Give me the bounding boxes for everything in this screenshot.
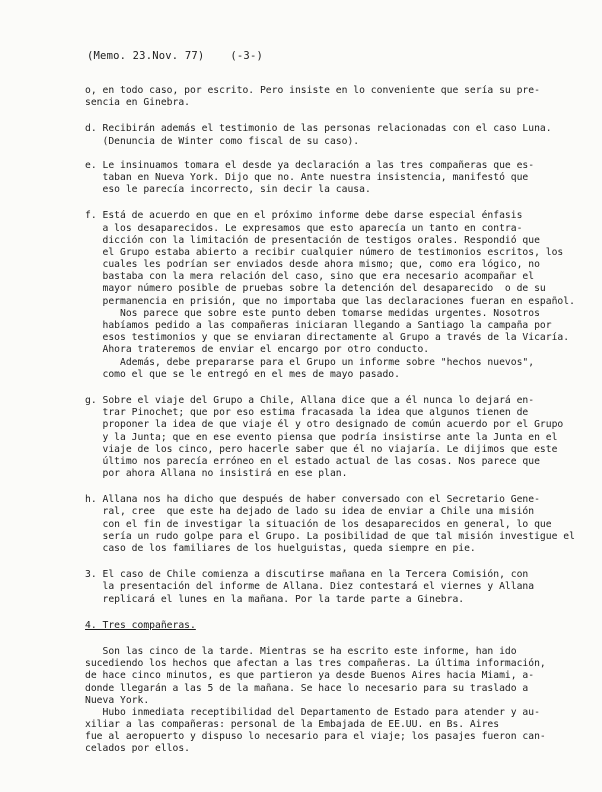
text-line: último nos parecía erróneo en el estado actual de las cosas. Nos parece que (85, 455, 540, 467)
text-line: sucediendo los hechos que afectan a las tres compañeras. La última información, (85, 658, 546, 670)
text-line: sería un rudo golpe para el Grupo. La posibilidad de que tal misión investigue el (85, 530, 575, 542)
text-line: taban en Nueva York. Dijo que no. Ante nuestra insistencia, manifestó que (85, 171, 529, 183)
text-line: trar Pinochet; que por eso estima fracasada la idea que algunos tienen de (85, 407, 529, 419)
text-line: Además, debe prepararse para el Grupo un informe sobre "hechos nuevos", (85, 356, 535, 368)
section-e (85, 160, 565, 197)
text-line: eso le parecía incorrecto, sin decir la causa. (85, 184, 371, 196)
text-line: a los desaparecidos. Le expresamos que esto aparecía un tanto en contra- (85, 222, 523, 234)
text-line: donde llegarán a las 5 de la mañana. Se hace lo necesario para su traslado a (85, 682, 529, 694)
page-number: (-3-) (230, 50, 263, 62)
text-line: cuales les podrían ser enviados desde ahora mismo; que, como era lógico, no (85, 259, 540, 271)
text-line: o, en todo caso, por escrito. Pero insiste en lo conveniente que sería su pre- (85, 85, 540, 96)
text-line: Nueva York. (85, 694, 150, 706)
text-line: e. Le insinuamos tomara el desde ya declaración a las tres compañeras que es- (85, 159, 535, 171)
memo-header (87, 50, 263, 62)
section-title: 4. Tres compañeras. (85, 619, 196, 631)
text-line: bastaba con la mera relación del caso, sino que era necesario acompañar el (85, 271, 535, 283)
section-h (85, 494, 575, 555)
text-line: Ahora trateremos de enviar el encargo por otro conducto. (85, 344, 430, 356)
document-body (85, 85, 575, 756)
text-line: d. Recibirán además el testimonio de las personas relacionadas con el caso Luna. (85, 123, 552, 135)
text-line: dicción con la limitación de presentación de testigos orales. Respondió que (85, 234, 540, 246)
section-d (85, 123, 565, 147)
text-line: con el fin de investigar la situación de los desaparecidos en general, lo que (85, 518, 552, 530)
text-line: h. Allana nos ha dicho que después de haber conversado con el Secretario Gene- (85, 494, 540, 506)
text-line: (Denuncia de Winter como fiscal de su caso). (85, 135, 360, 147)
section-4a (85, 646, 565, 756)
text-line: mayor número posible de pruebas sobre la detención del desaparecido o de su (85, 283, 546, 295)
text-line: viaje de los cinco, pero hacerle saber que él no viajaría. Le dijimos que este (85, 443, 558, 455)
text-line: xiliar a las compañeras: personal de la Embajada de EE.UU. en Bs. Aires (85, 719, 500, 731)
text-line: fue al aeropuerto y dispuso lo necesario para el viaje; los pasajes fueron can- (85, 731, 546, 743)
text-line: la presentación del informe de Allana. Diez contestará el viernes y Allana (85, 581, 535, 593)
text-line: Son las cinco de la tarde. Mientras se ha escrito este informe, han ido (85, 645, 517, 657)
text-line: Nos parece que sobre este punto deben tomarse medidas urgentes. Nosotros (85, 307, 540, 319)
text-line: permanencia en prisión, que no importaba que las declaraciones fueran en español. (85, 295, 575, 307)
text-line: por ahora Allana no insistirá en ese plan. (85, 468, 348, 480)
text-line: sencia en Ginebra. (85, 97, 190, 109)
section-c (85, 85, 565, 109)
text-line: ral, cree que este ha dejado de lado su idea de enviar a Chile una misión (85, 506, 535, 518)
text-line: habíamos pedido a las compañeras iniciaran llegando a Santiago la campaña por (85, 320, 552, 331)
text-line: caso de los familiares de los huelguistas, queda siempre en pie. (85, 543, 476, 554)
text-line: g. Sobre el viaje del Grupo a Chile, Allana dice que a él nunca lo dejará en- (85, 394, 535, 406)
text-line: proponer la idea de que viaje él y otro designado de común acuerdo por el Grupo (85, 419, 564, 431)
text-line: y la Junta; que en ese evento piensa que podría insistirse ante la Junta en el (85, 431, 558, 443)
text-line: como el que se le entregó en el mes de mayo pasado. (85, 368, 400, 380)
text-line: celados por ellos. (85, 743, 190, 755)
text-line: f. Está de acuerdo en que en el próximo informe debe darse especial énfasis (85, 210, 523, 222)
text-line: de hace cinco minutos, es que partieron ya desde Buenos Aires hacia Miami, a- (85, 670, 535, 682)
text-line: Hubo inmediata receptibilidad del Departamento de Estado para atender y au- (85, 706, 540, 718)
section-g (85, 395, 565, 480)
memo-reference: (Memo. 23.Nov. 77) (87, 50, 205, 62)
section-f (85, 210, 575, 381)
section-4 (85, 620, 565, 632)
text-line: replicará el lunes en la mañana. Por la tarde parte a Ginebra. (85, 593, 465, 605)
text-line: el Grupo estaba abierto a recibir cualquier número de testimonios escritos, los (85, 246, 564, 258)
text-line: 3. El caso de Chile comienza a discutirse mañana en la Tercera Comisión, con (85, 569, 529, 581)
text-line: esos testimonios y que se enviaran directamente al Grupo a través de la Vicaría. (85, 332, 570, 344)
section-3 (85, 569, 565, 606)
